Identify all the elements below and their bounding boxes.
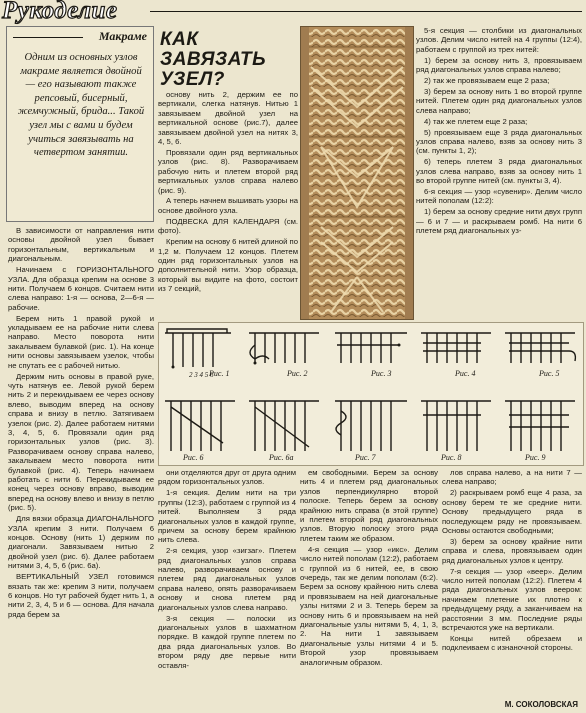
rubric-label: Макраме (98, 29, 147, 43)
paragraph: 7-я секция — узор «веер». Делим число нитей пополам (12:2). Плетем 4 ряда диагональных узлов веером: начинаем плетение их плотно к предыдущему ряду, а заканчиваем на расстоянии 3 мм. Последние ряды встречаются уже на вертикали. (442, 566, 582, 632)
paragraph: 1) берем за основу средние нити двух групп — 6 и 7 — и раскрываем ромб. На нити 6 плетем ряд диагональных уз- (416, 207, 582, 236)
masthead (0, 0, 586, 22)
column-5 (442, 468, 582, 654)
paragraph: Начинаем с ГОРИЗОНТАЛЬНОГО УЗЛА. Для образца крепим на основе 3 нити. Получаем 6 концов. Считаем нити слева направо: 1-я — основа, 2—6-я — рабочие. (8, 265, 154, 312)
intro-box (6, 26, 154, 222)
paragraph: 1) берем за основу нить 3, провязываем ряд диагональных узлов справа налево; (416, 55, 582, 75)
paragraph: 6-я секция — узор «сувенир». Делим число нитей пополам (12:2): (416, 187, 582, 206)
article-headline: КАК ЗАВЯЗАТЬ УЗЕЛ? (160, 29, 267, 90)
knot-diagrams (159, 323, 583, 465)
masthead-rule (150, 11, 582, 12)
rubric-rule (13, 37, 83, 38)
paragraph: 5) провязываем еще 3 ряда диагональных узлов справа налево, взяв за основу нить 3 (см. пункты 1, 2); (416, 127, 582, 156)
figure-caption: Рис. 2 (287, 369, 308, 378)
paragraph: ПОДВЕСКА ДЛЯ КАЛЕНДАРЯ (см. фото). (158, 216, 298, 236)
figure-caption: Рис. 1 (209, 369, 230, 378)
section-title: Рукоделие (2, 0, 118, 24)
paragraph: Берем нить 1 правой рукой и укладываем ее на рабочие нити слева направо. Место поворота нити закалываем булавкой (рис. 1). На конце нити основы завязываем узелок, чтобы не спутать ее с рабочей нитью. (8, 313, 154, 370)
paragraph: 3-я секция — полоски из диагональных узлов в шахматном порядке. В каждой группе плетем по два ряда диагональных узлов. Во втором ряду две первые нити оставля- (158, 613, 296, 670)
paragraph: 2) так же провязываем еще 2 раза; (424, 76, 550, 86)
figure-caption: Рис. 3 (371, 369, 392, 378)
column-3 (416, 26, 582, 237)
figure-caption: Рис. 5 (539, 369, 560, 378)
figure-caption: Рис. 6а (269, 453, 294, 462)
paragraph: ВЕРТИКАЛЬНЫЙ УЗЕЛ готовимся вязать так же: крепим 3 нити, получаем 6 концов. Но тут рабочей будет нить 1, а нити 2, 3, 4, 5 и 6 — основа. Для начала ряда берем за (8, 572, 154, 619)
column-1 (8, 226, 154, 621)
column-4 (300, 468, 438, 669)
paragraph: В зависимости от направления нити основы двойной узел бывает горизонтальным, вертикальным и диагональным. (8, 226, 154, 264)
fig1-numbers: 2 3 4 5 6 (189, 371, 214, 379)
author-signature: М. СОКОЛОВСКАЯ (504, 700, 578, 709)
paragraph: ем свободными. Берем за основу нить 4 и плетем ряд диагональных узлов перпендикулярно второй полоске. Теперь берем за основу крайнюю нить справа (в этой группе) и плетем второй ряд диагональных узлов. Вторую полоску этого ряда плетем таким же образом. (300, 468, 438, 543)
paragraph: 5-я секция — столбики из диагональных узлов. Делим число нитей на 4 группы (12:4), работаем с группой из трех нитей: (416, 26, 582, 54)
figure-caption: Рис. 6 (183, 453, 204, 462)
paragraph: 3) берем за основу крайние нити справа и слева, провязываем один ряд диагональных узлов к центру. (442, 536, 582, 565)
macrame-photo (300, 26, 414, 320)
paragraph: 2-я секция, узор «зигзаг». Плетем ряд диагональных узлов справа налево, разворачиваем основу и плетем ряд диагональных узлов справа налево, опять разворачиваем основу и снова плетем ряд диагональных узлов слева направо. (158, 546, 296, 612)
paragraph: 4-я секция — узор «икс». Делим число нитей пополам (12:2), работаем с группой из 6 нитей, ее, в свою очередь, так же делим пополам (6:2). Берем за основу крайнюю нить слева и провязываем на ней диагональные узлы нитями 2 и 3. Теперь берем за основу нить 6 и провязываем на ней диагональные узлы нитями 5, 4, 1, 3, 2. На нити 1 завязываем диагональные узлы нитями 4 и 5. Второй узор провязываем аналогичным образом. (300, 544, 438, 667)
paragraph: А теперь начнем вышивать узоры на основе двойного узла. (158, 196, 298, 215)
paragraph: основу нить 2, держим ее по вертикали, слегка натянув. Нитью 1 завязываем двойной узел на вертикальной основе (рис.7), далее завязываем двойной узел на нитях 3, 4, 5, 6. (158, 90, 298, 147)
macrame-photo-image (301, 27, 413, 319)
column-2-lower (158, 468, 296, 672)
intro-text: Одним из основных узлов макраме является двойной — его называют также репсовый, бисерный, жемчужный, брида... Такой узел мы с вами и будем учиться завязывать на четвертом занятии. (17, 52, 145, 159)
paragraph: Для вязки образца ДИАГОНАЛЬНОГО УЗЛА крепим 3 нити. Получаем 6 концов. Основу (нить 1) держим по диагонали. Завязываем нитью 2 двойной узел (рис. 6). Далее работаем нитями 3, 4, 5, 6 (рис. 6а). (8, 514, 154, 571)
figure-caption: Рис. 7 (355, 453, 376, 462)
paragraph: 6) теперь плетем 3 ряда диагональных узлов слева направо, взяв за основу нить 1 во второй группе нитей (см. пункты 3, 4). (416, 157, 582, 186)
paragraph: Провязали один ряд вертикальных узлов (рис. 8). Разворачиваем рабочую нить и плетем второй ряд вертикальных узлов справа налево (рис. 9). (158, 147, 298, 195)
figure-caption: Рис. 9 (525, 453, 546, 462)
paragraph: Держим нить основы в правой руке, чуть натянув ее. Левой рукой берем нить 2 и перекидываем ее через основу влево, выводим вперед на основу справа и внизу в петлю. Затягиваем узелок (рис. 2). Далее работаем нитями 3, 4, 5, 6. Провязали один ряд горизонтальных узлов (рис. 3). Разворачиваем основу справа налево, закалываем место поворота нити булавкой (рис. 4). Теперь начинаем работать с нити 6. Перекидываем ее конец через основу вправо, выводим вперед на основу влево и внизу в петлю (рис. 5). (8, 371, 154, 513)
paragraph: 1-я секция. Делим нити на три группы (12:3), работаем с группой из 4 нитей. Выполняем 3 ряда диагональных узлов в каждой группе, причем за основу берем крайнюю нить слева. (158, 488, 296, 545)
figures-panel (158, 322, 584, 466)
paragraph: лов справа налево, а на нити 7 — слева направо; (442, 468, 582, 487)
paragraph: Крепим на основу 6 нитей длиной по 1,2 м. Получаем 12 концов. Плетем один ряд горизонтальных узлов на дополнительной нити. Узор образца, который вы видите на фото, состоит из 7 секций, (158, 237, 298, 294)
figure-caption: Рис. 8 (441, 453, 462, 462)
figure-caption: Рис. 4 (455, 369, 476, 378)
column-2 (158, 90, 298, 295)
paragraph: они отделяются друг от друга одним рядом горизонтальных узлов. (158, 468, 296, 487)
paragraph: 3) берем за основу нить 1 во второй группе нитей. Плетем один ряд диагональных узлов слева направо; (416, 86, 582, 115)
paragraph: 4) так же плетем еще 2 раза; (424, 116, 528, 126)
paragraph: Концы нитей обрезаем и подклеиваем с изнаночной стороны. (442, 633, 582, 653)
paragraph: 2) раскрываем ромб еще 4 раза, за основу берем те же средние нити. Основу предыдущего ряда в последующем ряду не провязываем. Основы остаются свободными; (442, 488, 582, 535)
